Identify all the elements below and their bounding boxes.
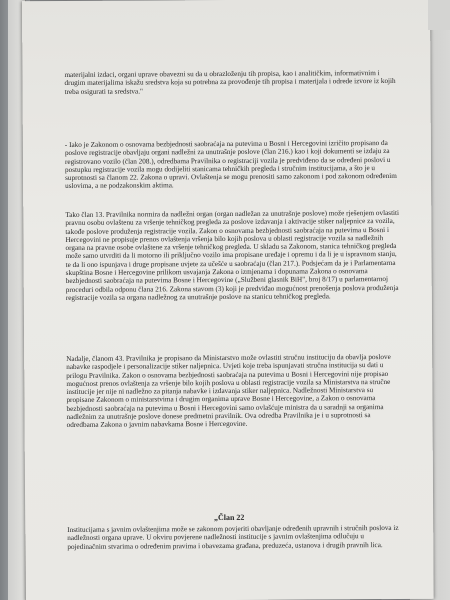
paragraph-4-text: Nadalje, članom 43. Pravilnika je propisano da Ministarstvo može ovlastiti stručnu instituciju da obavlja poslove nabavke raspodjele i personalizacije stiker naljepnica. Uvjeti koje treba ispunjavati stručna institucija su dati u prilogu Pravilnika. Zakon o osnovama bezbjednosti saobraćaja na putevima u Bosni i Hercegovini nije propisao mogućnost prenos ovlaštenja za vršenje bilo kojih poslova u oblasti registracije vozila sa Ministarstva na stručne institucije jer nije ni nadležno za pitanja nabavke i izdavanja stiker naljepnica. Nadležnosti Ministarstva su propisane Zakonom o ministarstvima i drugim organima uprave Bosne i Hercegovine, a Zakon o osnovama bezbjednosti saobraćaja na putevima u Bosni i Hercegovini samo ovlašćuje ministra da u saradnji sa organima nadležnim za unutrašnje poslove donese predmetni pravilnik. Ova odredba Pravilnika je i u suprotnosti sa odredbama Zakona o javnim nabavkama Bosne i Hercegovine. (66, 353, 391, 430)
background-sheet-corner (428, 0, 450, 30)
paragraph-3 (65, 209, 400, 302)
paragraph-5-text: Institucijama s javnim ovlaštenjima može se zakonom povjeriti obavljanje određenih upravnih i stručnih poslova iz nadležnosti organa uprave. U okviru povjerene nadležnosti institucije s javnim ovlaštenjima odlučuju u pojedinačnim stvarima o određenim pravima i obavezama građana, preduzeća, ustanova i drugih pravnih lica. (67, 523, 399, 551)
paragraph-5 (67, 524, 401, 551)
article-heading: „Član 22 (213, 512, 245, 523)
paragraph-2-text: - Iako je Zakonom o osnovama bezbjednosti saobraćaja na putevima u Bosni i Hercegovini izričito propisano da poslove registracije obavljaju organi nadležni za unutrašnje poslove (član 216.) kao i koji dokumenti se izdaju za registrovano vozilo (član 208.), odredbama Pravilnika o registraciji vozila je predviđeno da se određeni poslovi u postupku registracije vozila mogu dodijeliti stanicama tehničkih pregleda i stručnim institucijama, a što je u suprotnosti sa članom 22. Zakona o upravi. Ovlaštenja se mogu prenositi samo zakonom i pod zakonom određenim uslovima, a ne podzakonskim aktima. (64, 139, 397, 191)
document-page (22, 0, 434, 600)
paragraph-2 (65, 139, 399, 191)
paragraph-1 (64, 69, 398, 96)
paragraph-4 (66, 353, 400, 430)
paragraph-3-text: Tako član 13. Pravilnika normira da nadležni organ (organ nadležan za unutrašnje poslove) može rješenjem ovlastiti pravnu osobu ovlaštenu za vršenje tehničkog pregleda za poslove izdavanja i aktivacije stiker naljepnice za vozila, takođe poslove produženja registracije vozila. Zakon o osnovama bezbjednosti saobraćaja na putevima u Bosni i Hercegovini ne propisuje prenos ovlaštenja vršenja bilo kojih poslova u oblasti registracije vozila sa nadležnih organa na pravne osobe ovlaštene za vršenje tehničkog pregleda. U skladu sa Zakonom, stanica tehničkog pregleda može samo utvrditi da li motorno ili priključno vozilo ima propisane uređaje i opremu i da li je u ispravnom stanju, te da li ono ispunjava i druge propisane uvjete za učešće u saobraćaju (član 217.). Podsjećam da je i Parlamentarna skupština Bosne i Hercegovine prilikom usvajanja Zakona o izmjenama i dopunama Zakona o osnovama bezbjednosti saobraćaja na putevima Bosne i Hercegovine („Službeni glasnik BiH", broj 8/17) u parlamentarnoj proceduri odbila odponu člana 216. Zakona stavom (3) koji je predviđao mogućnost prenošenja poslova produženja registracije vozila sa organa nadležnog za unutrašnje poslove na stanicu tehničkog pregleda. (65, 208, 400, 302)
paragraph-1-text: materijalni izdaci, organi uprave obavezni su da u obrazloženju tih propisa, kao i analitičkim, informativnim i drugim materijalima iskažu sredstva koja su potrebna za provođenje tih propisa i materijala i odrede izvore iz kojih treba osigurati ta sredstva." (64, 69, 396, 96)
